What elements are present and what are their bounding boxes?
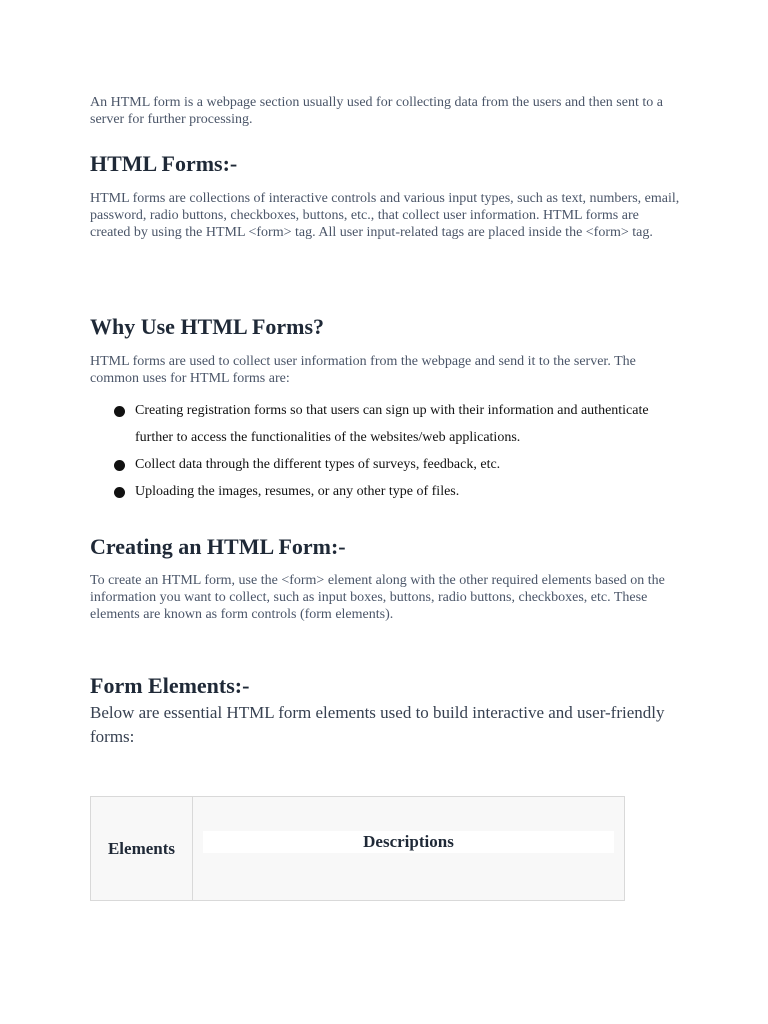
creating-paragraph: To create an HTML form, use the <form> element along with the other required elements based on the information you want to collect, such as input boxes, buttons, radio buttons, checkboxes, etc. These elements are known as form controls (form elements). [90,573,665,622]
list-item [90,478,680,505]
heading-creating-form: Creating an HTML Form:- [90,534,346,559]
list-item-text: Creating registration forms so that users can sign up with their information and authenticate further to access the functionalities of the websites/web applications. [135,403,649,445]
table-header-elements: Elements [91,797,193,900]
list-item [90,451,680,478]
heading-form-elements: Form Elements:- [90,673,250,698]
intro-paragraph: An HTML form is a webpage section usually used for collecting data from the users and then sent to a server for further processing. [90,95,663,127]
bullet-icon [114,460,125,471]
bullet-icon [114,487,125,498]
why-paragraph: HTML forms are used to collect user information from the webpage and send it to the server. The common uses for HTML forms are: [90,354,636,386]
list-item-text: Uploading the images, resumes, or any other type of files. [135,484,460,499]
heading-why-use: Why Use HTML Forms? [90,314,325,339]
list-item [90,397,680,451]
list-item-text: Collect data through the different types of surveys, feedback, etc. [135,457,501,472]
heading-html-forms: HTML Forms:- [90,151,238,176]
form-elements-lead: Below are essential HTML form elements used to build interactive and user-friendly forms: [90,703,665,746]
html-forms-paragraph: HTML forms are collections of interactive controls and various input types, such as text, numbers, email, password, radio buttons, checkboxes, buttons, etc., that collect user information. HTML forms are created by using the HTML <form> tag. All user input-related tags are placed inside the <form> tag. [90,191,680,240]
table-header-descriptions-cell [193,797,624,900]
bullet-icon [114,406,125,417]
form-elements-table [90,796,625,901]
table-header-descriptions: Descriptions [203,831,614,853]
uses-list [90,397,680,505]
